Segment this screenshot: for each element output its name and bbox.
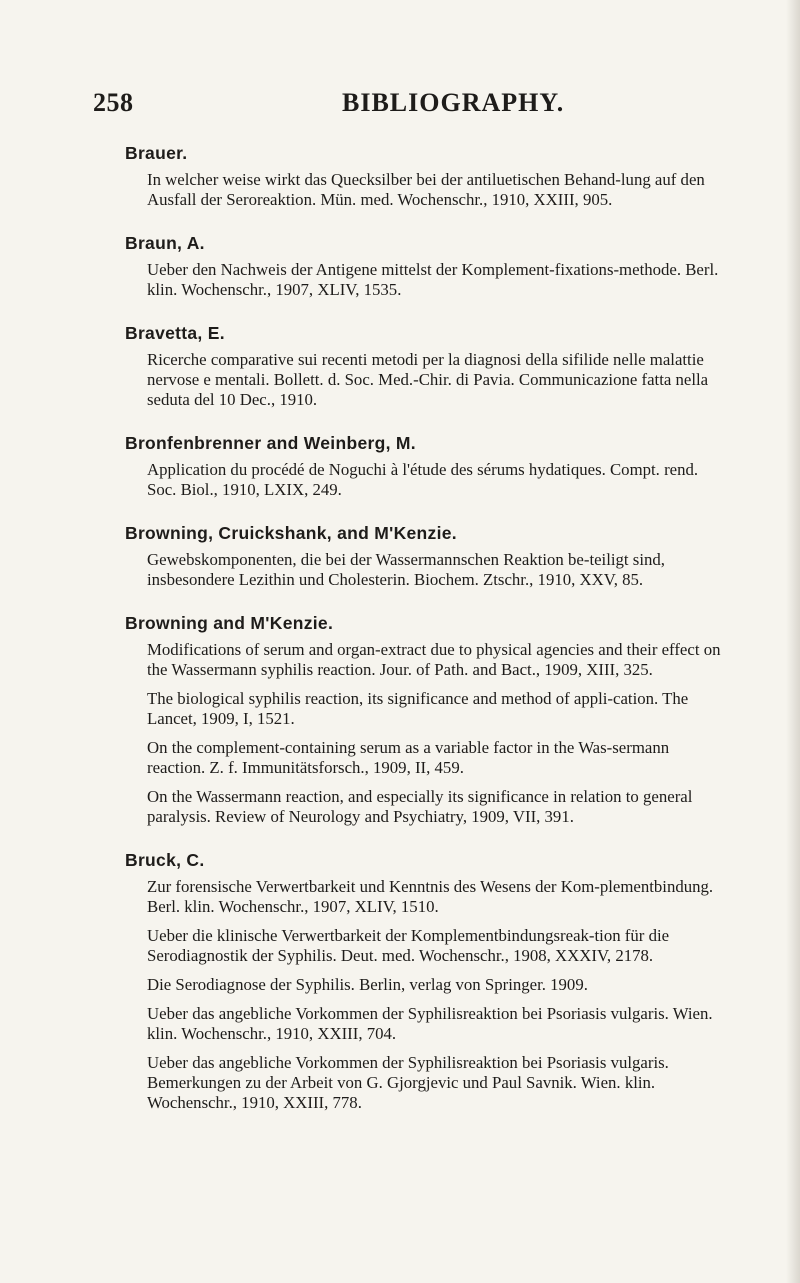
bibliography-list: [125, 142, 725, 1135]
bibliography-entry: [125, 522, 725, 590]
entry-author: Brauer.: [125, 143, 188, 163]
entry-reference: The biological syphilis reaction, its significance and method of appli-cation. The Lancet, 1909, I, 1521.: [147, 689, 689, 728]
page-number: 258: [93, 88, 134, 117]
page-edge-shadow: [786, 0, 800, 1283]
page-header: [0, 88, 800, 128]
entry-author: Braun, A.: [125, 233, 205, 253]
entry-reference: Gewebskomponenten, die bei der Wassermannschen Reaktion be-teiligt sind, insbesondere Lezithin und Cholesterin. Biochem. Ztschr., 1910, XXV, 85.: [147, 550, 665, 589]
entry-reference: Ueber die klinische Verwertbarkeit der Komplementbindungsreak-tion für die Serodiagnostik der Syphilis. Deut. med. Wochenschr., 1908, XXXIV, 2178.: [147, 926, 670, 965]
entry-reference: Ueber den Nachweis der Antigene mittelst der Komplement-fixations-methode. Berl. klin. Wochenschr., 1907, XLIV, 1535.: [147, 260, 719, 299]
bibliography-entry: [125, 612, 725, 827]
bibliography-entry: [125, 232, 725, 300]
entry-author: Bronfenbrenner and Weinberg, M.: [125, 433, 416, 453]
entry-reference: Ueber das angebliche Vorkommen der Syphilisreaktion bei Psoriasis vulgaris. Bemerkungen zu der Arbeit von G. Gjorgjevic und Paul Savnik. Wien. klin. Wochenschr., 1910, XXIII, 778.: [147, 1053, 669, 1112]
bibliography-entry: [125, 432, 725, 500]
bibliography-entry: [125, 849, 725, 1113]
entry-author: Bravetta, E.: [125, 323, 225, 343]
entry-reference: Ricerche comparative sui recenti metodi per la diagnosi della sifilide nelle malattie nervose e mentali. Bollett. d. Soc. Med.-Chir. di Pavia. Communicazione fatta nella seduta del 10 Dec., 1910.: [147, 350, 709, 409]
bibliography-entry: [125, 142, 725, 210]
entry-reference: In welcher weise wirkt das Quecksilber bei der antiluetischen Behand-lung auf den Ausfall der Seroreaktion. Mün. med. Wochenschr., 1910, XXIII, 905.: [147, 170, 705, 209]
entry-author: Bruck, C.: [125, 850, 205, 870]
running-title: BIBLIOGRAPHY.: [342, 88, 565, 117]
entry-reference: Ueber das angebliche Vorkommen der Syphilisreaktion bei Psoriasis vulgaris. Wien. klin. Wochenschr., 1910, XXIII, 704.: [147, 1004, 713, 1043]
entry-reference: Die Serodiagnose der Syphilis. Berlin, verlag von Springer. 1909.: [147, 975, 588, 994]
bibliography-entry: [125, 322, 725, 410]
entry-reference: Zur forensische Verwertbarkeit und Kenntnis des Wesens der Kom-plementbindung. Berl. klin. Wochenschr., 1907, XLIV, 1510.: [147, 877, 714, 916]
entry-author: Browning and M'Kenzie.: [125, 613, 334, 633]
entry-reference: Application du procédé de Noguchi à l'étude des sérums hydatiques. Compt. rend. Soc. Biol., 1910, LXIX, 249.: [147, 460, 699, 499]
entry-author: Browning, Cruickshank, and M'Kenzie.: [125, 523, 457, 543]
entry-reference: On the complement-containing serum as a variable factor in the Was-sermann reaction. Z. f. Immunitätsforsch., 1909, II, 459.: [147, 738, 670, 777]
entry-reference: On the Wassermann reaction, and especially its significance in relation to general paralysis. Review of Neurology and Psychiatry, 1909, VII, 391.: [147, 787, 693, 826]
entry-reference: Modifications of serum and organ-extract due to physical agencies and their effect on the Wassermann syphilis reaction. Jour. of Path. and Bact., 1909, XIII, 325.: [147, 640, 721, 679]
